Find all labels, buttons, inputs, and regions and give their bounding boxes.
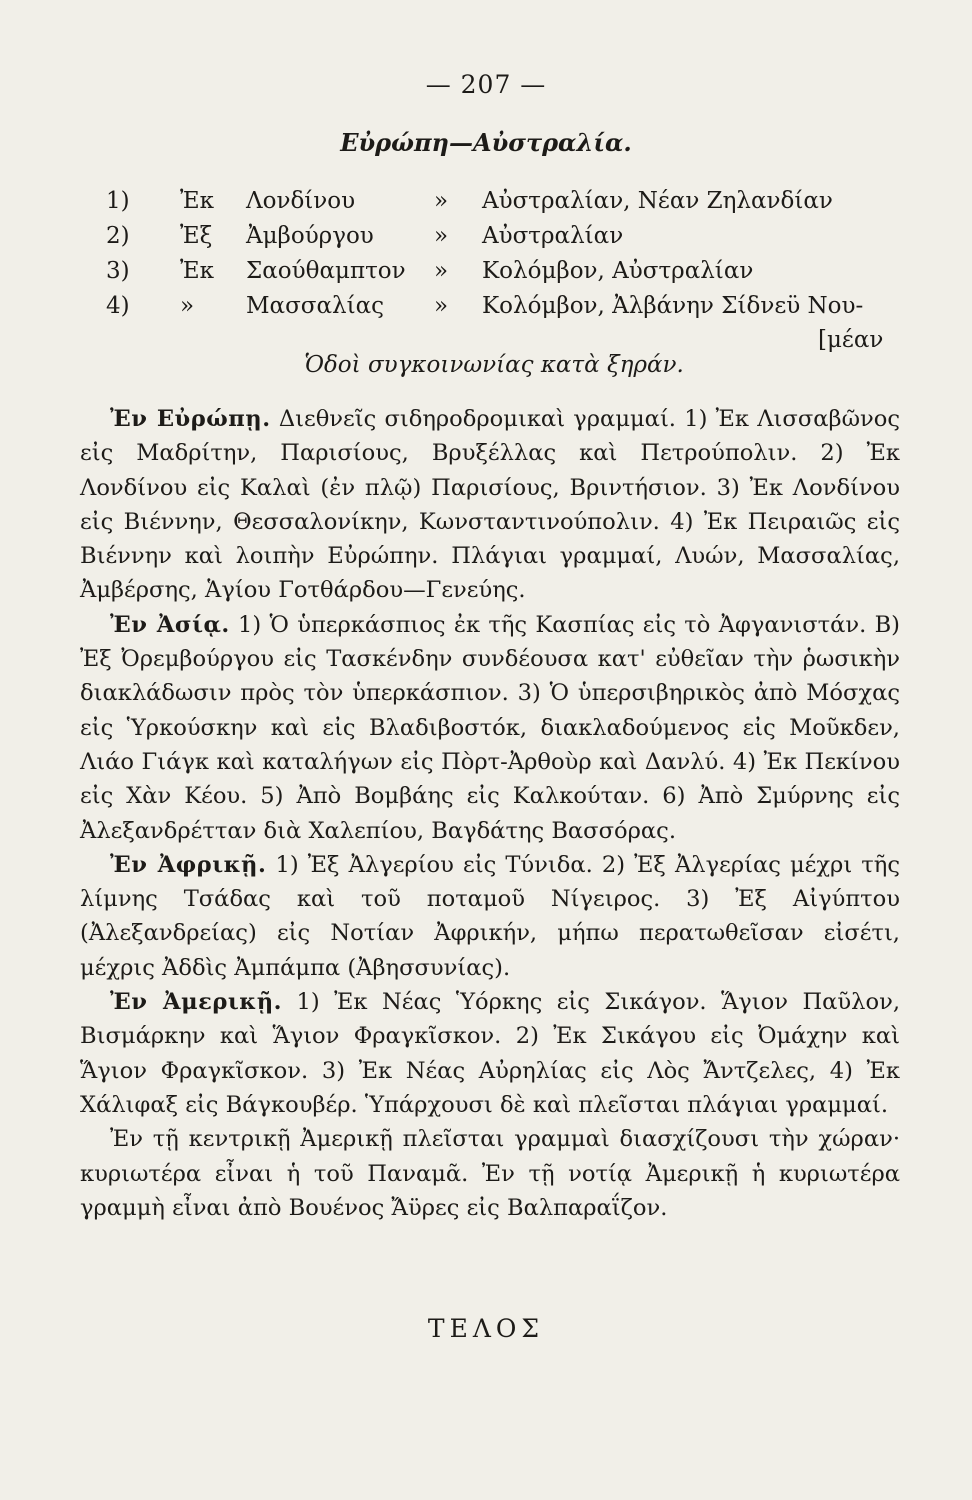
route-row	[96, 223, 896, 258]
paragraph-lead: Ἐν Ἀφρικῇ.	[110, 851, 267, 878]
route-origin: Μασσαλίας	[246, 293, 385, 319]
route-number: 2)	[106, 223, 130, 249]
paragraph-lead: Ἐν Εὐρώπῃ.	[110, 406, 271, 432]
route-preposition: Ἐκ	[180, 188, 214, 214]
route-destination: Αὐστραλίαν	[482, 223, 624, 249]
paragraph-text: 1) Ὁ ὑπερκάσπιος ἐκ τῆς Κασπίας εἰς τὸ Ἀφγανιστάν. Β) Ἐξ Ὀρεμβούργου εἰς Τασκένδην συνδέουσα κατ' εὐθεῖαν τὴν ῥωσικὴν διακλάδωσιν πρὸς τὸν ὑπερκάσπιον. 3) Ὁ ὑπερσιβηρικὸς ἀπὸ Μόσχας εἰς Ὑρκούσκην καὶ εἰς Βλαδιβοστόκ, διακλαδούμενος εἰς Μοῦκδεν, Λιάο Γιάγκ καὶ καταλήγων εἰς Πὸρτ-Ἀρθοὺρ καὶ Δανλύ. 4) Ἐκ Πεκίνου εἰς Χὰν Κέου. 5) Ἀπὸ Βομβάης εἰς Καλκούταν. 6) Ἀπὸ Σμύρνης εἰς Ἀλεξανδρέτταν διὰ Χαλεπίου, Βαγδάτης Βασσόρας.	[80, 611, 900, 844]
paragraph-lead: Ἐν Ἀμερικῇ.	[110, 989, 283, 1016]
route-row	[96, 293, 896, 328]
route-destination: Κολόμβον, Αὐστραλίαν	[482, 258, 754, 284]
route-number: 1)	[106, 188, 130, 214]
route-arrow: »	[434, 188, 449, 214]
paragraph-america	[80, 985, 900, 1122]
route-origin: Λονδίνου	[246, 188, 356, 214]
paragraph-text: 1) Ἐξ Ἀλγερίου εἰς Τύνιδα. 2) Ἐξ Ἀλγερίας μέχρι τῆς λίμνης Τσάδας καὶ τοῦ ποταμοῦ Νίγειρος. 3) Ἐξ Αἰγύπτου (Ἀλεξανδρείας) εἰς Νοτίαν Ἀφρικήν, μήπω περατωθεῖσαν εἰσέτι, μέχρις Ἀδδὶς Ἀμπάμπα (Ἀβησσυνίας).	[80, 851, 900, 981]
route-arrow: »	[434, 223, 449, 249]
route-preposition: Ἐξ	[180, 223, 213, 249]
route-origin: Σαούθαμπτον	[246, 258, 406, 284]
route-arrow: »	[434, 258, 449, 284]
route-destination: Αὐστραλίαν, Νέαν Ζηλανδίαν	[482, 188, 833, 214]
route-row	[96, 258, 896, 293]
paragraph-asia	[80, 608, 900, 848]
route-preposition: Ἐκ	[180, 258, 214, 284]
route-origin: Ἀμβούργου	[246, 223, 374, 249]
route-number: 4)	[106, 293, 130, 319]
section-title: Εὐρώπη—Αὐστραλία.	[340, 128, 632, 157]
route-arrow: »	[434, 293, 449, 319]
paragraph-text: Διεθνεῖς σιδηροδρομικαὶ γραμμαί. 1) Ἐκ Λισσαβῶνος εἰς Μαδρίτην, Παρισίους, Βρυξέλλας καὶ Πετρούπολιν. 2) Ἐκ Λονδίνου εἰς Καλαὶ (ἐν πλῷ) Παρισίους, Βριντήσιον. 3) Ἐκ Λονδίνου εἰς Βιέννην, Θεσσαλονίκην, Κωνσταντινούπολιν. 4) Ἐκ Πειραιῶς εἰς Βιέννην καὶ λοιπὴν Εὐρώπην. Πλάγιαι γραμμαί, Λυών, Μασσαλίας, Ἀμβέρσης, Ἁγίου Γοτθάρδου—Γενεύης.	[80, 406, 900, 604]
body-text	[80, 402, 900, 1225]
route-continuation: [μέαν	[818, 327, 884, 353]
paragraph-africa	[80, 848, 900, 985]
paragraph-lead: Ἐν Ἀσίᾳ.	[110, 611, 230, 638]
paragraph-central-south-america	[80, 1122, 900, 1225]
paragraph-europe	[80, 402, 900, 608]
route-number: 3)	[106, 258, 130, 284]
page-number: — 207 —	[425, 70, 547, 99]
sea-routes-list	[96, 188, 896, 328]
route-preposition: »	[180, 293, 195, 319]
subsection-title: Ὁδοὶ συγκοινωνίας κατὰ ξηράν.	[304, 352, 684, 378]
route-row	[96, 188, 896, 223]
paragraph-text: Ἐν τῇ κεντρικῇ Ἀμερικῇ πλεῖσται γραμμαὶ διασχίζουσι τὴν χώραν· κυριωτέρα εἶναι ἡ τοῦ Παναμᾶ. Ἐν τῇ νοτίᾳ Ἀμερικῇ ἡ κυριωτέρα γραμμὴ εἶναι ἀπὸ Βουένος Ἄϋρες εἰς Βαλπαραΐζον.	[80, 1126, 900, 1221]
end-marker: ΤΕΛΟΣ	[427, 1314, 545, 1343]
paragraph-text: 1) Ἐκ Νέας Ὑόρκης εἰς Σικάγον. Ἅγιον Παῦλον, Βισμάρκην καὶ Ἅγιον Φραγκῖσκον. 2) Ἐκ Σικάγου εἰς Ὀμάχην καὶ Ἅγιον Φραγκῖσκον. 3) Ἐκ Νέας Αὐρηλίας εἰς Λὸς Ἄντζελες, 4) Ἐκ Χάλιφαξ εἰς Βάγκουβέρ. Ὑπάρχουσι δὲ καὶ πλεῖσται πλάγιαι γραμμαί.	[80, 989, 900, 1118]
route-destination: Κολόμβον, Ἀλβάνην Σίδνεϋ Νου-	[482, 293, 864, 319]
